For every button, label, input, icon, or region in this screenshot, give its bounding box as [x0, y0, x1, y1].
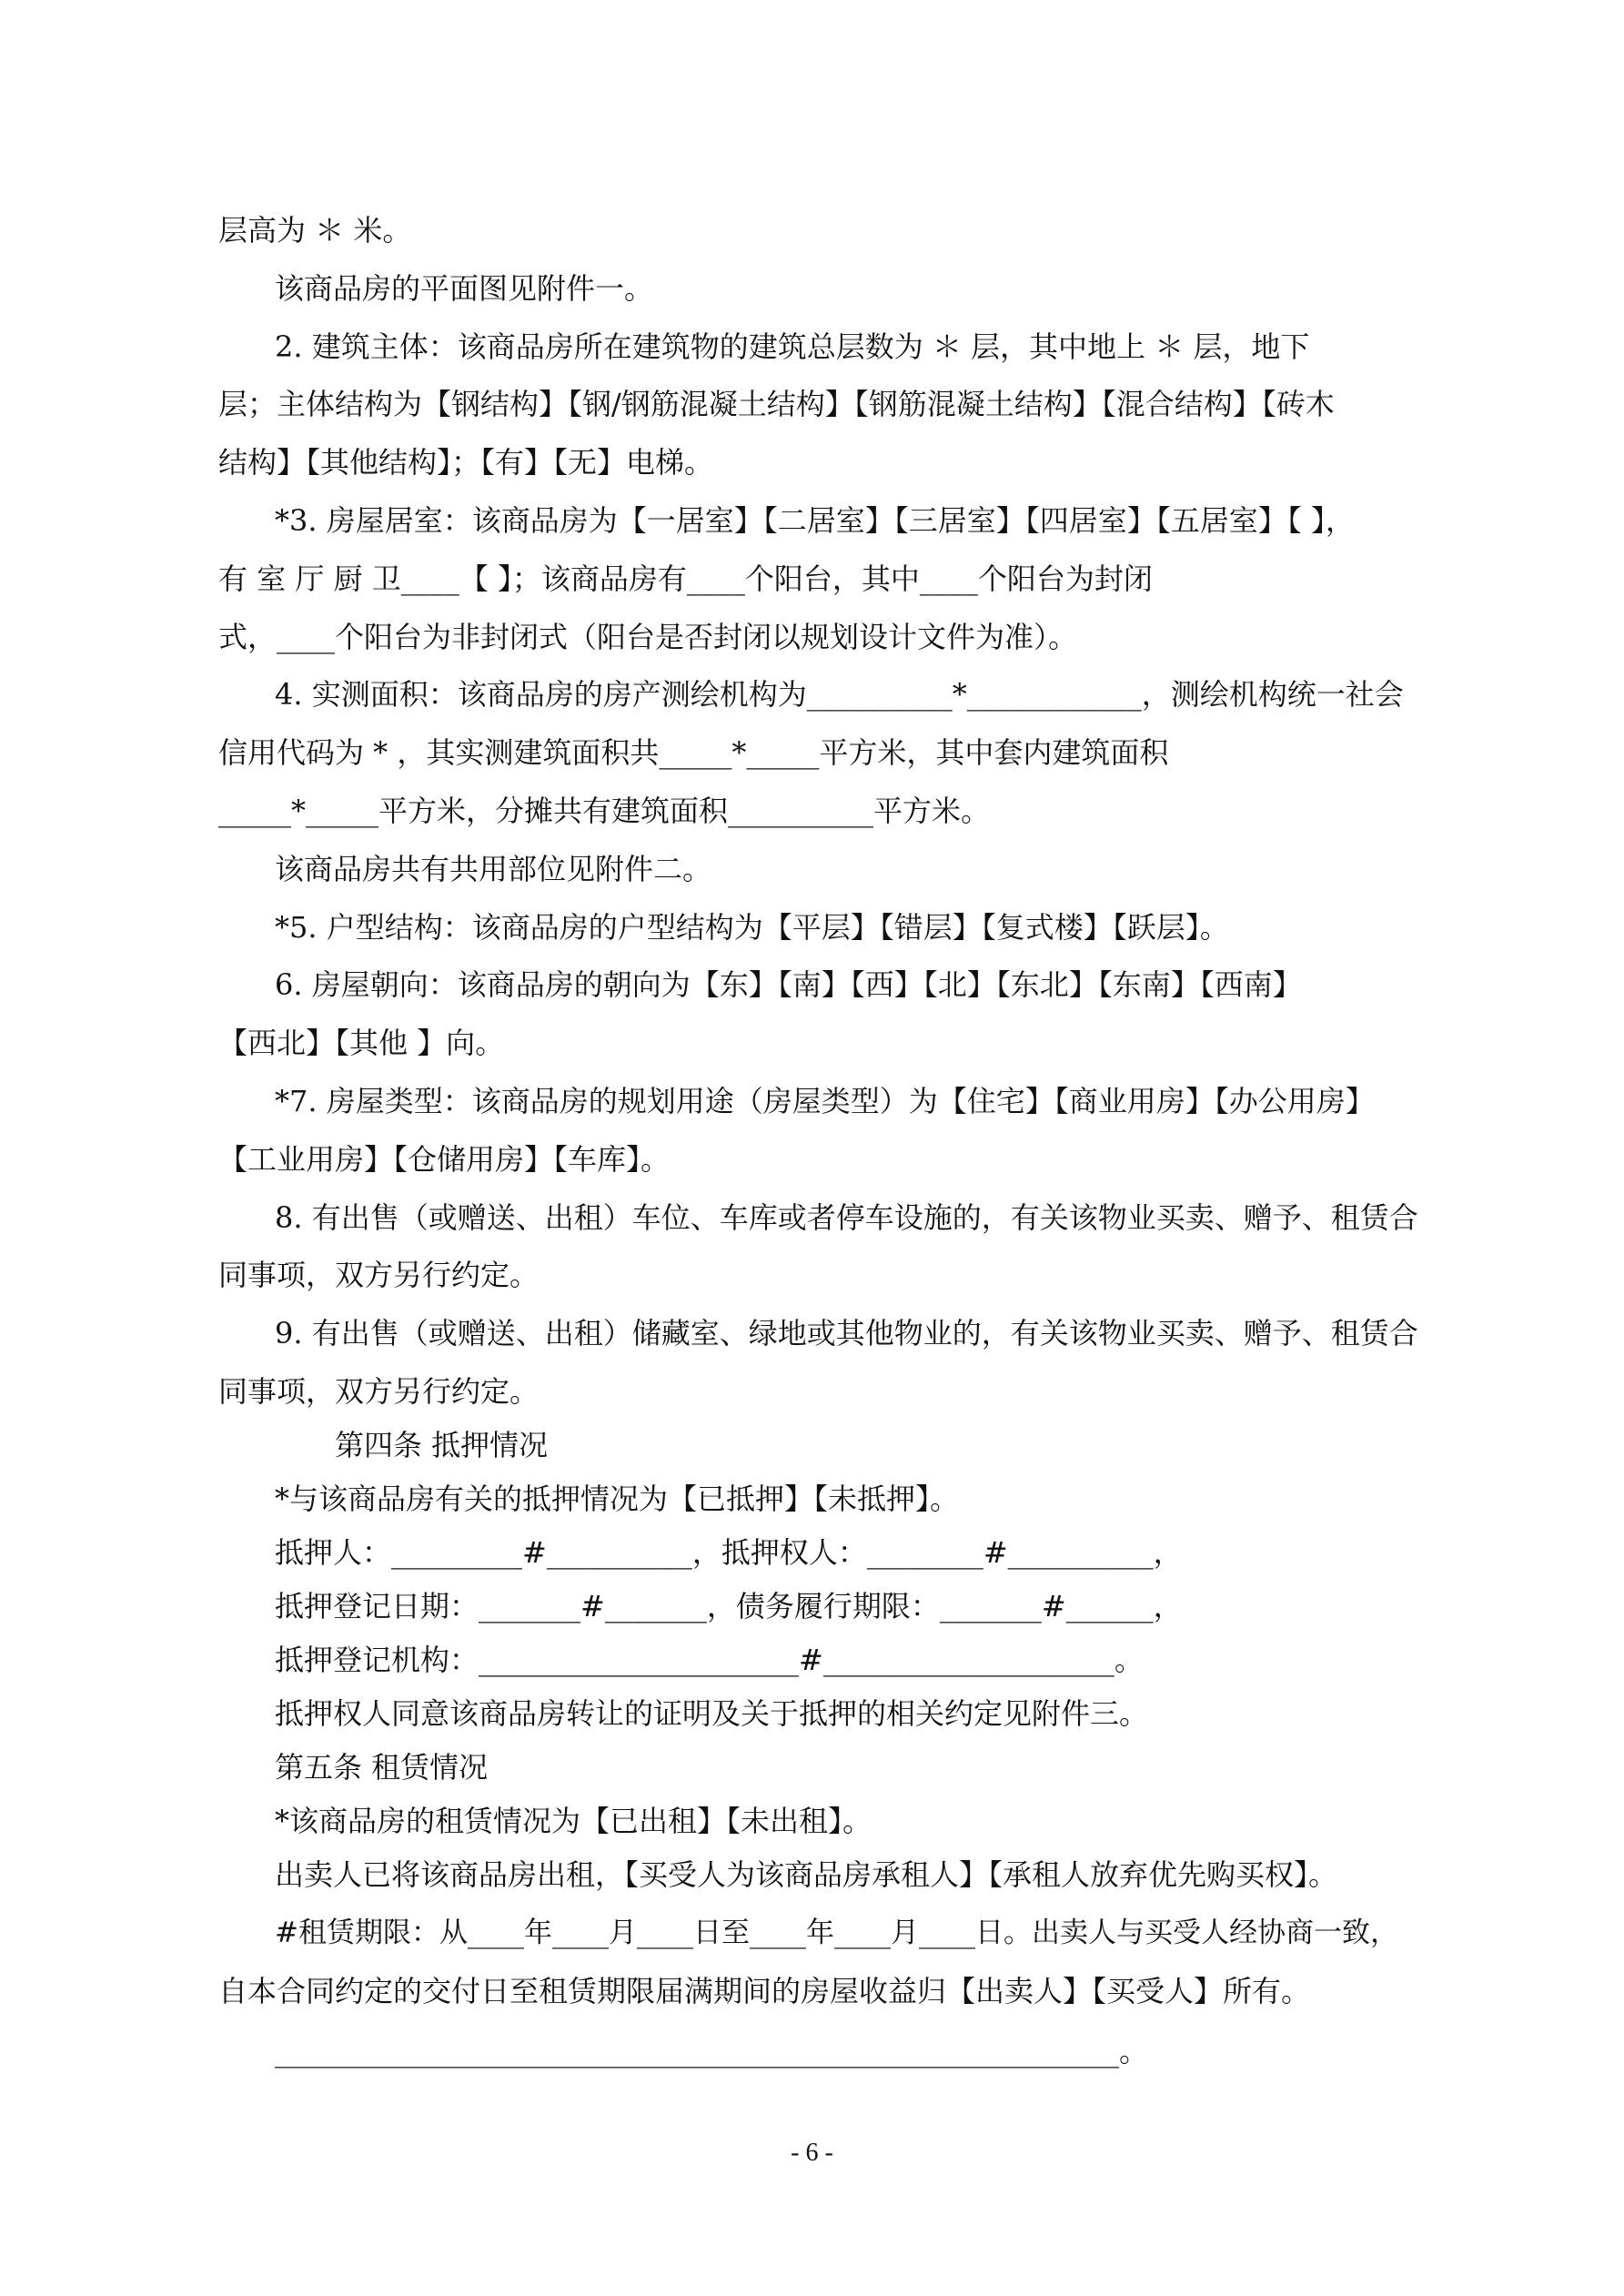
text-line: 结构】【其他结构】；【有】【无】电梯。 [218, 445, 714, 480]
text-line: *3. 房屋居室：该商品房为【一居室】【二居室】【三居室】【四居室】【五居室】【 】， [275, 503, 1355, 538]
text-line: 抵押登记日期：_______#_______，债务履行期限：_______#______， [275, 1589, 1183, 1623]
text-line: #租赁期限：从____年____月____日至____年____月____日。出卖人与买受人经协商一致， [275, 1917, 1398, 1949]
text-line: *与该商品房有关的抵押情况为【已抵押】【未抵押】。 [275, 1482, 960, 1516]
text-line: 层；主体结构为【钢结构】【钢/钢筋混凝土结构】【钢筋混凝土结构】【混合结构】【砖木 [218, 387, 1335, 421]
text-line: 抵押登记机构：______________________#____________________。 [275, 1643, 1144, 1677]
text-line: 层高为 ＊ 米。 [218, 213, 412, 248]
text-line: 同事项，双方另行约定。 [218, 1258, 540, 1292]
text-line: 信用代码为 * ，其实测建筑面积共_____*_____平方米，其中套内建筑面积 [218, 735, 1169, 770]
text-line: 自本合同约定的交付日至租赁期限届满期间的房屋收益归【出卖人】【买受人】所有。 [218, 1974, 1311, 2008]
text-line: 2. 建筑主体：该商品房所在建筑物的建筑总层数为 ＊ 层，其中地上 ＊ 层，地下 [275, 329, 1310, 364]
text-line: 有 室 厅 厨 卫____【 】；该商品房有____个阳台，其中____个阳台为封闭 [218, 561, 1153, 596]
text-line: 抵押权人同意该商品房转让的证明及关于抵押的相关约定见附件三。 [275, 1696, 1149, 1731]
text-line: 【工业用房】【仓储用房】【车库】。 [218, 1142, 671, 1177]
text-line: 抵押人：_________#__________，抵押权人：________#__________， [275, 1535, 1183, 1570]
text-line: 该商品房的平面图见附件一。 [275, 271, 654, 306]
text-line: 该商品房共有共用部位见附件二。 [275, 852, 712, 886]
text-line: 6. 房屋朝向：该商品房的朝向为【东】【南】【西】【北】【东北】【东南】【西南】 [275, 967, 1302, 1002]
text-line: *5. 户型结构：该商品房的户型结构为【平层】【错层】【复式楼】【跃层】。 [275, 910, 1229, 945]
text-line: *7. 房屋类型：该商品房的规划用途（房屋类型）为【住宅】【商业用房】【办公用房】 [275, 1084, 1375, 1118]
text-line: 同事项，双方另行约定。 [218, 1374, 540, 1409]
section-heading: 第五条 租赁情况 [275, 1750, 489, 1785]
text-line: 4. 实测面积：该商品房的房产测绘机构为__________*____________，测绘机构统一社会 [275, 677, 1404, 712]
section-heading: 第四条 抵押情况 [335, 1428, 549, 1462]
text-line: *该商品房的租赁情况为【已出租】【未出租】。 [275, 1804, 873, 1838]
page-number: - 6 - [791, 2139, 833, 2167]
text-line: 8. 有出售（或赠送、出租）车位、车库或者停车设施的，有关该物业买卖、赠予、租赁合 [275, 1200, 1418, 1235]
text-line: 出卖人已将该商品房出租，【买受人为该商品房承租人】【承租人放弃优先购买权】。 [275, 1857, 1338, 1892]
text-line: 9. 有出售（或赠送、出租）储藏室、绿地或其他物业的，有关该物业买卖、赠予、租赁合 [275, 1316, 1418, 1350]
text-line: 【西北】【其他 】向。 [218, 1026, 505, 1060]
text-line: __________________________________________________________。 [275, 2034, 1149, 2068]
text-line: _____*_____平方米，分摊共有建筑面积__________平方米。 [218, 794, 991, 828]
text-line: 式，____个阳台为非封闭式（阳台是否封闭以规划设计文件为准）。 [218, 620, 1078, 654]
